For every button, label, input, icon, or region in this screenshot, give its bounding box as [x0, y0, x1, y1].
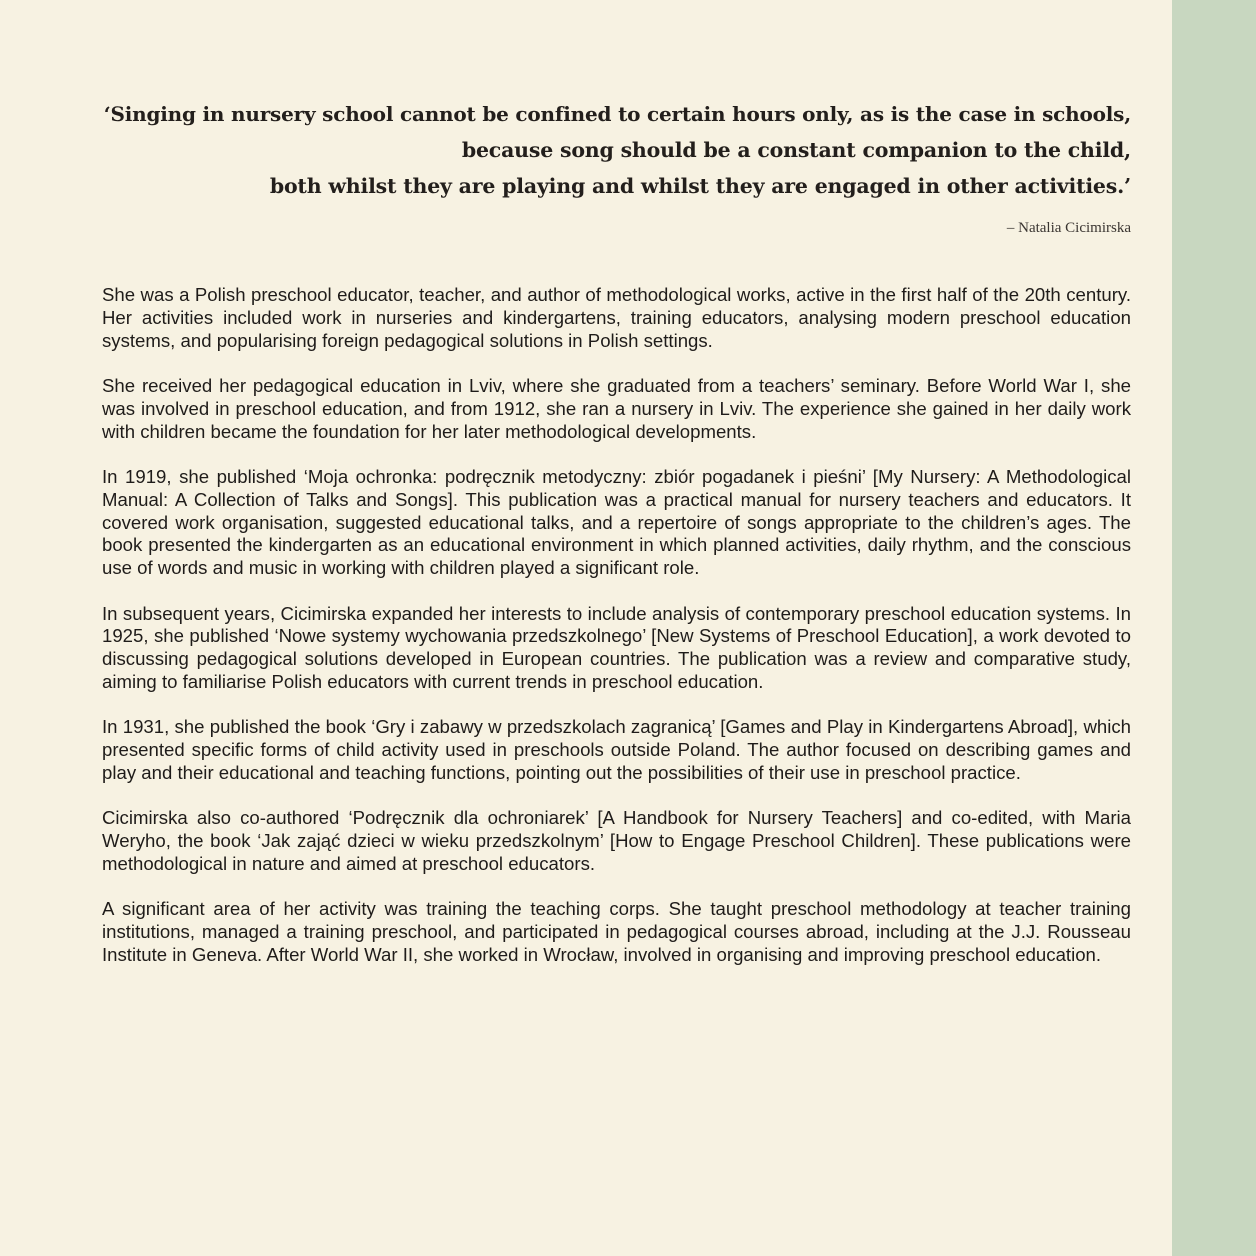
paragraph-2: She received her pedagogical education in Lviv, where she graduated from a teachers’ seminary. Before World War I, she was involved in preschool education, and from 1912, she ran a nursery in Lviv. The experience she gained in her daily work with children became the foundation for her later methodological developments.	[102, 374, 1131, 442]
side-color-strip	[1172, 0, 1256, 1256]
epigraph-quote	[102, 96, 1131, 204]
paragraph-4: In subsequent years, Cicimirska expanded her interests to include analysis of contemporary preschool education systems. In 1925, she published ‘Nowe systemy wychowania przedszkolnego’ [New Systems of Preschool Education], a work devoted to discussing pedagogical solutions developed in European countries. The publication was a review and comparative study, aiming to familiarise Polish educators with current trends in preschool education.	[102, 602, 1131, 692]
quote-attribution: – Natalia Cicimirska	[1006, 220, 1131, 236]
biography-text	[102, 284, 1131, 989]
paragraph-7: A significant area of her activity was training the teaching corps. She taught preschool methodology at teacher training institutions, managed a training preschool, and participated in pedagogical courses abroad, including at the J.J. Rousseau Institute in Geneva. After World War II, she worked in Wrocław, involved in organising and improving preschool education.	[102, 898, 1131, 965]
quote-line-3: both whilst they are playing and whilst they are engaged in other activities.’	[269, 174, 1131, 198]
paragraph-6: Cicimirska also co-authored ‘Podręcznik dla ochroniarek’ [A Handbook for Nursery Teachers] and co-edited, with Maria Weryho, the book ‘Jak zająć dzieci w wieku przedszkolnym’ [How to Engage Preschool Children]. These publications were methodological in nature and aimed at preschool educators.	[102, 807, 1131, 874]
quote-line-2: because song should be a constant companion to the child,	[461, 138, 1131, 162]
paragraph-1: She was a Polish preschool educator, teacher, and author of methodological works, active in the first half of the 20th century. Her activities included work in nurseries and kindergartens, training educators, analysing modern preschool education systems, and popularising foreign pedagogical solutions in Polish settings.	[102, 284, 1131, 351]
quote-line-1: ‘Singing in nursery school cannot be confined to certain hours only, as is the case in schools,	[103, 102, 1131, 126]
paragraph-3: In 1919, she published ‘Moja ochronka: podręcznik metodyczny: zbiór pogadanek i pieśni’ [My Nursery: A Methodological Manual: A Collection of Talks and Songs]. This publication was a practical manual for nursery teachers and educators. It covered work organisation, suggested educational talks, and a repertoire of songs appropriate to the children’s ages. The book presented the kindergarten as an educational environment in which planned activities, daily rhythm, and the conscious use of words and music in working with children played a significant role.	[102, 465, 1131, 579]
paragraph-5: In 1931, she published the book ‘Gry i zabawy w przedszkolach zagranicą’ [Games and Play in Kindergartens Abroad], which presented specific forms of child activity used in preschools outside Poland. The author focused on describing games and play and their educational and teaching functions, pointing out the possibilities of their use in preschool practice.	[102, 716, 1131, 783]
